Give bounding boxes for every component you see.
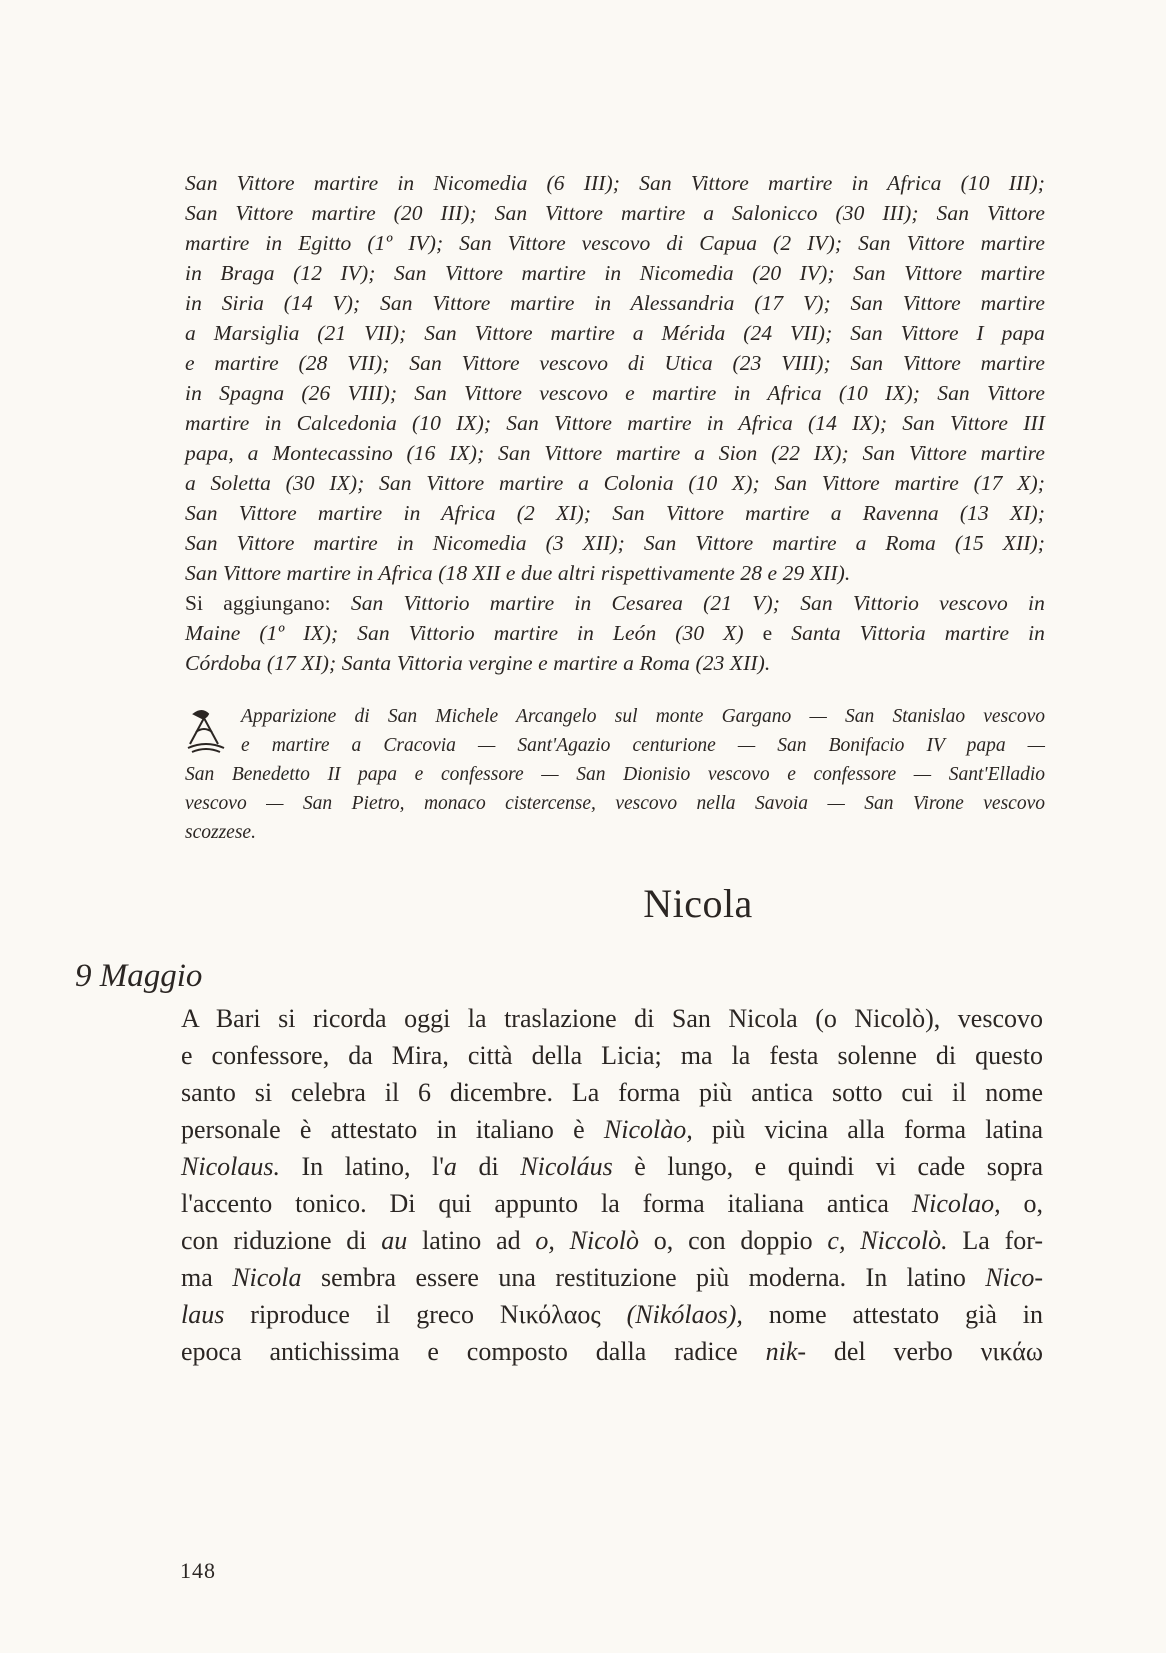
body-text: del verbo νικάω — [833, 1337, 1043, 1366]
addition-line: Córdoba (17 XI); Santa Vittoria vergine e martire a Roma (23 XII). — [185, 651, 771, 675]
body-line — [181, 1333, 1043, 1370]
body-italic: laus — [181, 1300, 225, 1329]
body-text: o, con doppio — [653, 1226, 813, 1255]
body-italic: Nicolào, — [603, 1115, 693, 1144]
body-text: l'accento tonico. Di qui appunto la forma italiana antica — [181, 1189, 889, 1218]
list-line: a Marsiglia (21 VII); San Vittore martire a Mérida (24 VII); San Vittore I papa — [185, 321, 1045, 345]
body-line — [181, 1259, 1043, 1296]
addition-text: San Vittorio martire in Cesarea (21 V); San Vittorio vescovo in — [350, 591, 1045, 615]
addition-line — [185, 618, 1045, 648]
entry-date: 9 Maggio — [75, 958, 203, 994]
body-line — [181, 1222, 1043, 1259]
list-line: e martire (28 VII); San Vittore vescovo di Utica (23 VIII); San Vittore martire — [185, 351, 1045, 375]
addition-and: e — [762, 621, 773, 645]
body-italic: a — [443, 1152, 457, 1181]
list-line: San Vittore martire in Africa (2 XI); San Vittore martire a Ravenna (13 XI); — [185, 501, 1045, 525]
list-line: San Vittore martire in Nicomedia (6 III); San Vittore martire in Africa (10 III); — [185, 171, 1045, 195]
feast-line: Apparizione di San Michele Arcangelo sul monte Gargano — San Stanislao vescovo — [241, 706, 1045, 727]
body-text: è lungo, e quindi vi cade sopra — [634, 1152, 1044, 1181]
list-line: in Spagna (26 VIII); San Vittore vescovo e martire in Africa (10 IX); San Vittore — [185, 381, 1045, 405]
body-text: latino ad — [422, 1226, 521, 1255]
body-text: riproduce il greco Νικόλαος — [250, 1300, 601, 1329]
list-line: San Vittore martire in Africa (18 XII e due altri rispettivamente 28 e 29 XII). — [185, 561, 851, 585]
list-line: in Braga (12 IV); San Vittore martire in Nicomedia (20 IV); San Vittore martire — [185, 261, 1045, 285]
vittore-saints-list — [185, 168, 1045, 678]
list-line: martire in Egitto (1º IV); San Vittore vescovo di Capua (2 IV); San Vittore martire — [185, 231, 1045, 255]
feast-line: vescovo — San Pietro, monaco cistercense, vescovo nella Savoia — San Virone vescovo — [185, 793, 1045, 814]
body-line — [181, 1185, 1043, 1222]
body-italic: o, — [535, 1226, 555, 1255]
list-line: papa, a Montecassino (16 IX); San Vittore martire a Sion (22 IX); San Vittore martire — [185, 441, 1045, 465]
feast-line: e martire a Cracovia — Sant'Agazio centurione — San Bonifacio IV papa — — [241, 735, 1045, 756]
body-text: con riduzione di — [181, 1226, 367, 1255]
body-italic: c, — [827, 1226, 846, 1255]
body-line — [181, 1148, 1043, 1185]
body-text: nome attestato già in — [768, 1300, 1044, 1329]
body-text: epoca antichissima e composto dalla radice — [181, 1337, 738, 1366]
body-italic: au — [381, 1226, 408, 1255]
body-italic: nik- — [765, 1337, 807, 1366]
entry-title: Nicola — [643, 881, 753, 926]
body-italic: Niccolò. — [860, 1226, 948, 1255]
body-line — [181, 1296, 1043, 1333]
feast-saints-list — [185, 702, 1045, 847]
body-text: più vicina alla forma latina — [712, 1115, 1044, 1144]
body-text: ma — [181, 1263, 213, 1292]
body-line: santo si celebra il 6 dicembre. La forma più antica sotto cui il nome — [181, 1078, 1043, 1107]
body-italic: Nicolò — [569, 1226, 640, 1255]
list-line: in Siria (14 V); San Vittore martire in Alessandria (17 V); San Vittore martire — [185, 291, 1045, 315]
body-text: o, — [1023, 1189, 1044, 1218]
body-italic: Nicoláus — [520, 1152, 613, 1181]
body-italic: Nico- — [985, 1263, 1044, 1292]
feast-line: scozzese. — [185, 822, 256, 843]
list-line: San Vittore martire (20 III); San Vittore martire a Salonicco (30 III); San Vittore — [185, 201, 1045, 225]
body-text: In latino, l' — [301, 1152, 444, 1181]
addition-tail: Santa Vittoria martire in — [791, 621, 1045, 645]
body-italic: Nicola — [232, 1263, 302, 1292]
addition-lead: Si aggiungano: — [185, 591, 331, 615]
list-line: San Vittore martire in Nicomedia (3 XII); San Vittore martire a Roma (15 XII); — [185, 531, 1045, 555]
entry-body — [181, 1000, 1043, 1370]
list-line: martire in Calcedonia (10 IX); San Vittore martire in Africa (14 IX); San Vittore III — [185, 411, 1045, 435]
page-number: 148 — [180, 1558, 216, 1583]
body-italic: (Nikólaos), — [626, 1300, 743, 1329]
addition-text: Maine (1º IX); San Vittorio martire in León (30 X) — [185, 621, 744, 645]
body-text: La for- — [962, 1226, 1044, 1255]
body-text: personale è attestato in italiano è — [181, 1115, 585, 1144]
body-italic: Nicolao, — [911, 1189, 1001, 1218]
body-line: A Bari si ricorda oggi la traslazione di San Nicola (o Nicolò), vescovo — [181, 1004, 1043, 1033]
list-line: a Soletta (30 IX); San Vittore martire a Colonia (10 X); San Vittore martire (17 X); — [185, 471, 1045, 495]
body-line: e confessore, da Mira, città della Licia; ma la festa solenne di questo — [181, 1041, 1043, 1070]
feast-line: San Benedetto II papa e confessore — San Dionisio vescovo e confessore — Sant'Elladio — [185, 764, 1045, 785]
body-text: sembra essere una restituzione più moderna. In latino — [320, 1263, 966, 1292]
addition-line — [185, 588, 1045, 618]
body-italic: Nicolaus. — [181, 1152, 280, 1181]
body-text: di — [478, 1152, 499, 1181]
body-line — [181, 1111, 1043, 1148]
